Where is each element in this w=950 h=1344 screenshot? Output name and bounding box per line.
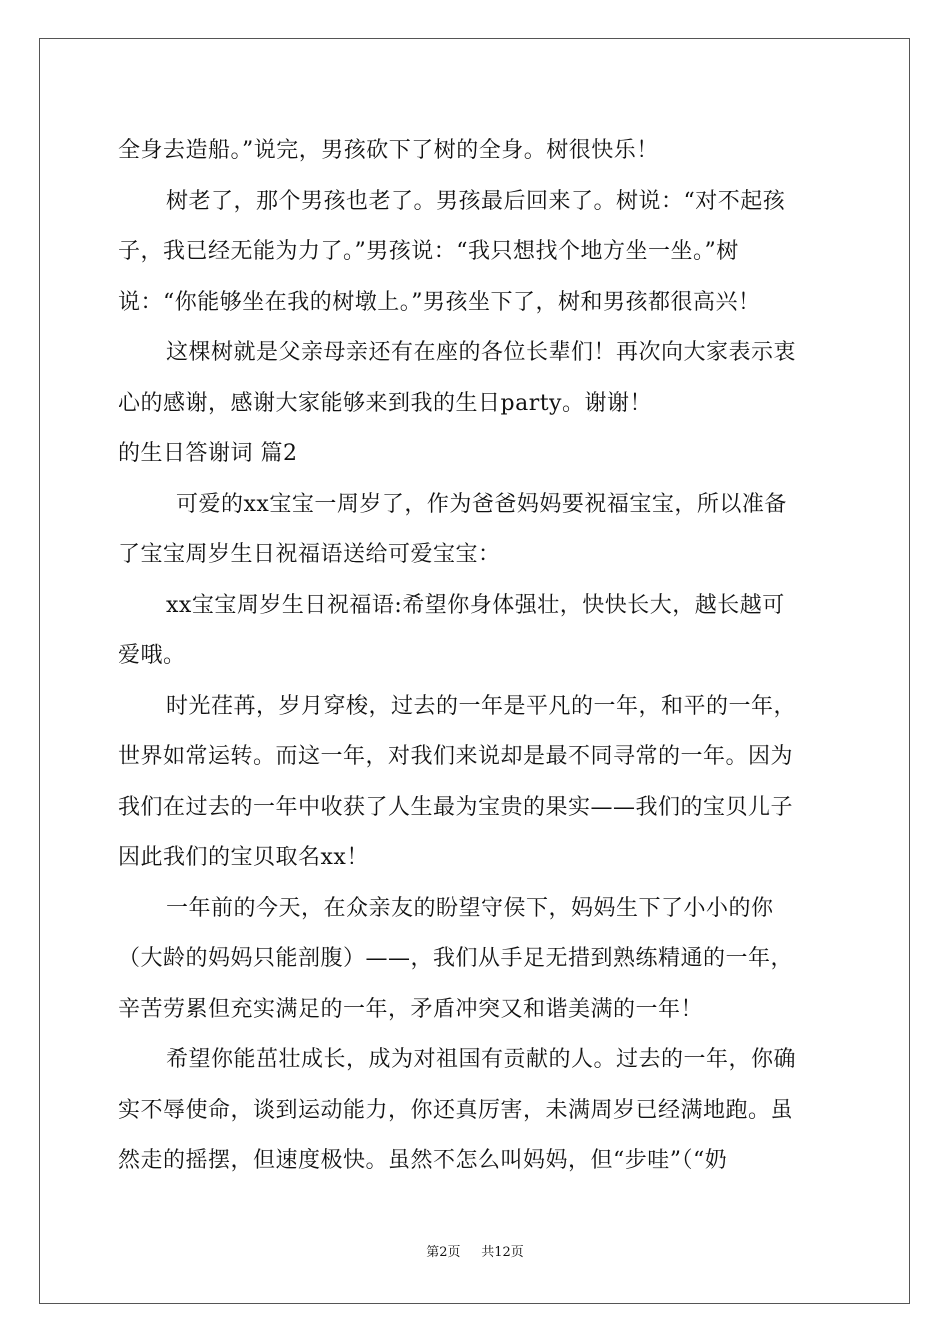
text-line-3: 子，我已经无能为力了。”男孩说：“我只想找个地方坐一坐。”树: [118, 239, 739, 264]
text-line-14: 我们在过去的一年中收获了人生最为宝贵的果实——我们的宝贝儿子: [118, 794, 794, 820]
text-line-9: 了宝宝周岁生日祝福语送给可爱宝宝：: [118, 542, 501, 567]
text-line-20: 实不辱使命，谈到运动能力，你还真厉害，未满周岁已经满地跑。虽: [118, 1097, 794, 1123]
page-number: 第2页: [426, 1245, 461, 1260]
text-line-15: 因此我们的宝贝取名xx！: [118, 845, 369, 870]
page-total: 共12页: [481, 1245, 524, 1260]
document-body: [118, 126, 834, 1187]
text-line-16: 一年前的今天，在众亲友的盼望守侯下，妈妈生下了小小的你: [166, 895, 774, 921]
text-line-19: 希望你能茁壮成长，成为对祖国有贡献的人。过去的一年，你确: [166, 1047, 797, 1072]
text-line-8: 可爱的xx宝宝一周岁了，作为爸爸妈妈要祝福宝宝，所以准备: [176, 491, 787, 517]
text-line-12: 时光荏苒，岁月穿梭，过去的一年是平凡的一年，和平的一年，: [166, 693, 797, 719]
section-heading: 的生日答谢词 篇2: [118, 441, 298, 466]
text-line-5: 这棵树就是父亲母亲还有在座的各位长辈们！再次向大家表示衷: [166, 340, 797, 365]
text-line-4: 说：“你能够坐在我的树墩上。”男孩坐下了，树和男孩都很高兴！: [118, 289, 761, 315]
text-line-1: 全身去造船。”说完，男孩砍下了树的全身。树很快乐！: [118, 138, 659, 163]
text-line-18: 辛苦劳累但充实满足的一年，矛盾冲突又和谐美满的一年！: [118, 996, 704, 1022]
text-line-17: （大龄的妈妈只能剖腹）——，我们从手足无措到熟练精通的一年，: [118, 946, 794, 971]
text-line-13: 世界如常运转。而这一年，对我们来说却是最不同寻常的一年。因为: [118, 744, 794, 769]
text-line-2: 树老了，那个男孩也老了。男孩最后回来了。树说：“对不起孩: [166, 188, 786, 214]
text-line-10: xx宝宝周岁生日祝福语:希望你身体强壮，快快长大，越长越可: [166, 592, 785, 618]
text-line-21: 然走的摇摆，但速度极快。虽然不怎么叫妈妈，但“步哇”（“奶: [118, 1148, 728, 1173]
text-line-6: 心的感谢，感谢大家能够来到我的生日party。谢谢！: [118, 390, 652, 416]
text-line-11: 爱哦。: [118, 643, 186, 668]
page-footer: [0, 1244, 950, 1262]
